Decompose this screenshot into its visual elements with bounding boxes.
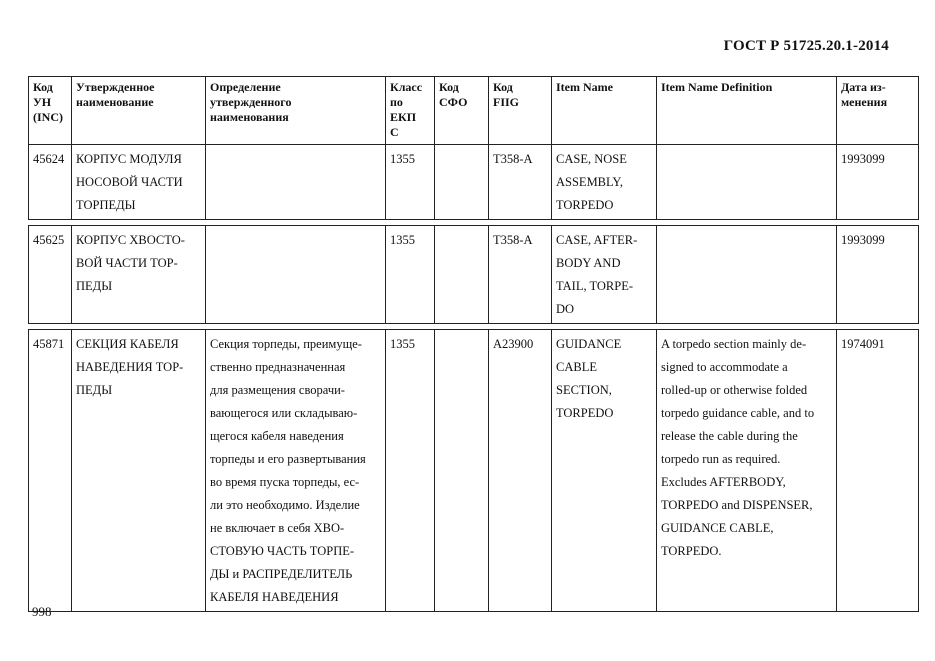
table-row bbox=[29, 226, 919, 324]
cell-item-name: CASE, NOSE ASSEMBLY, TORPEDO bbox=[552, 145, 657, 220]
cell-fiig: A23900 bbox=[489, 330, 552, 612]
page-number: 998 bbox=[32, 604, 52, 619]
cell-date: 1993099 bbox=[837, 145, 919, 220]
cell-item-definition bbox=[657, 226, 837, 324]
column-header-inc: Код УН (INC) bbox=[29, 77, 72, 145]
cell-inc: 45624 bbox=[29, 145, 72, 220]
cell-approved-name: КОРПУС ХВОСТО- ВОЙ ЧАСТИ ТОР- ПЕДЫ bbox=[72, 226, 206, 324]
column-header-item-definition: Item Name Definition bbox=[657, 77, 837, 145]
cell-fiig: T358-A bbox=[489, 145, 552, 220]
cell-date: 1993099 bbox=[837, 226, 919, 324]
table-row bbox=[29, 145, 919, 220]
cell-class: 1355 bbox=[386, 330, 435, 612]
cell-definition: Секция торпеды, преимуще- ственно предназначенная для размещения сворачи- вающегося или складываю- щегося кабеля наведения торпеды и его развертывания во время пуска торпеды, ес- ли это необходимо. Изделие не включает в себя ХВО- СТОВУЮ ЧАСТЬ ТОРПЕ- ДЫ и РАСПРЕДЕЛИТЕЛЬ КАБЕЛЯ НАВЕДЕНИЯ bbox=[206, 330, 386, 612]
catalog-table bbox=[28, 76, 919, 612]
cell-definition bbox=[206, 145, 386, 220]
cell-inc: 45871 bbox=[29, 330, 72, 612]
cell-approved-name: КОРПУС МОДУЛЯ НОСОВОЙ ЧАСТИ ТОРПЕДЫ bbox=[72, 145, 206, 220]
cell-item-definition: A torpedo section mainly de- signed to accommodate a rolled-up or otherwise folded torpedo guidance cable, and to release the cable during the torpedo run as required. Excludes AFTERBODY, TORPEDO and DISPENSER, GUIDANCE CABLE, TORPEDO. bbox=[657, 330, 837, 612]
cell-sfo bbox=[435, 330, 489, 612]
table-header-row bbox=[29, 77, 919, 145]
cell-definition bbox=[206, 226, 386, 324]
column-header-class: Класс по ЕКП С bbox=[386, 77, 435, 145]
cell-sfo bbox=[435, 226, 489, 324]
cell-item-name: CASE, AFTER- BODY AND TAIL, TORPE- DO bbox=[552, 226, 657, 324]
cell-item-definition bbox=[657, 145, 837, 220]
cell-class: 1355 bbox=[386, 226, 435, 324]
cell-class: 1355 bbox=[386, 145, 435, 220]
cell-approved-name: СЕКЦИЯ КАБЕЛЯ НАВЕДЕНИЯ ТОР- ПЕДЫ bbox=[72, 330, 206, 612]
cell-inc: 45625 bbox=[29, 226, 72, 324]
column-header-definition: Определение утвержденного наименования bbox=[206, 77, 386, 145]
document-standard-header: ГОСТ Р 51725.20.1-2014 bbox=[723, 38, 889, 54]
column-header-approved-name: Утвержденное наименование bbox=[72, 77, 206, 145]
cell-sfo bbox=[435, 145, 489, 220]
cell-date: 1974091 bbox=[837, 330, 919, 612]
cell-fiig: T358-A bbox=[489, 226, 552, 324]
column-header-fiig: Код FIIG bbox=[489, 77, 552, 145]
column-header-sfo: Код СФО bbox=[435, 77, 489, 145]
column-header-date: Дата из- менения bbox=[837, 77, 919, 145]
column-header-item-name: Item Name bbox=[552, 77, 657, 145]
table-row bbox=[29, 330, 919, 612]
cell-item-name: GUIDANCE CABLE SECTION, TORPEDO bbox=[552, 330, 657, 612]
